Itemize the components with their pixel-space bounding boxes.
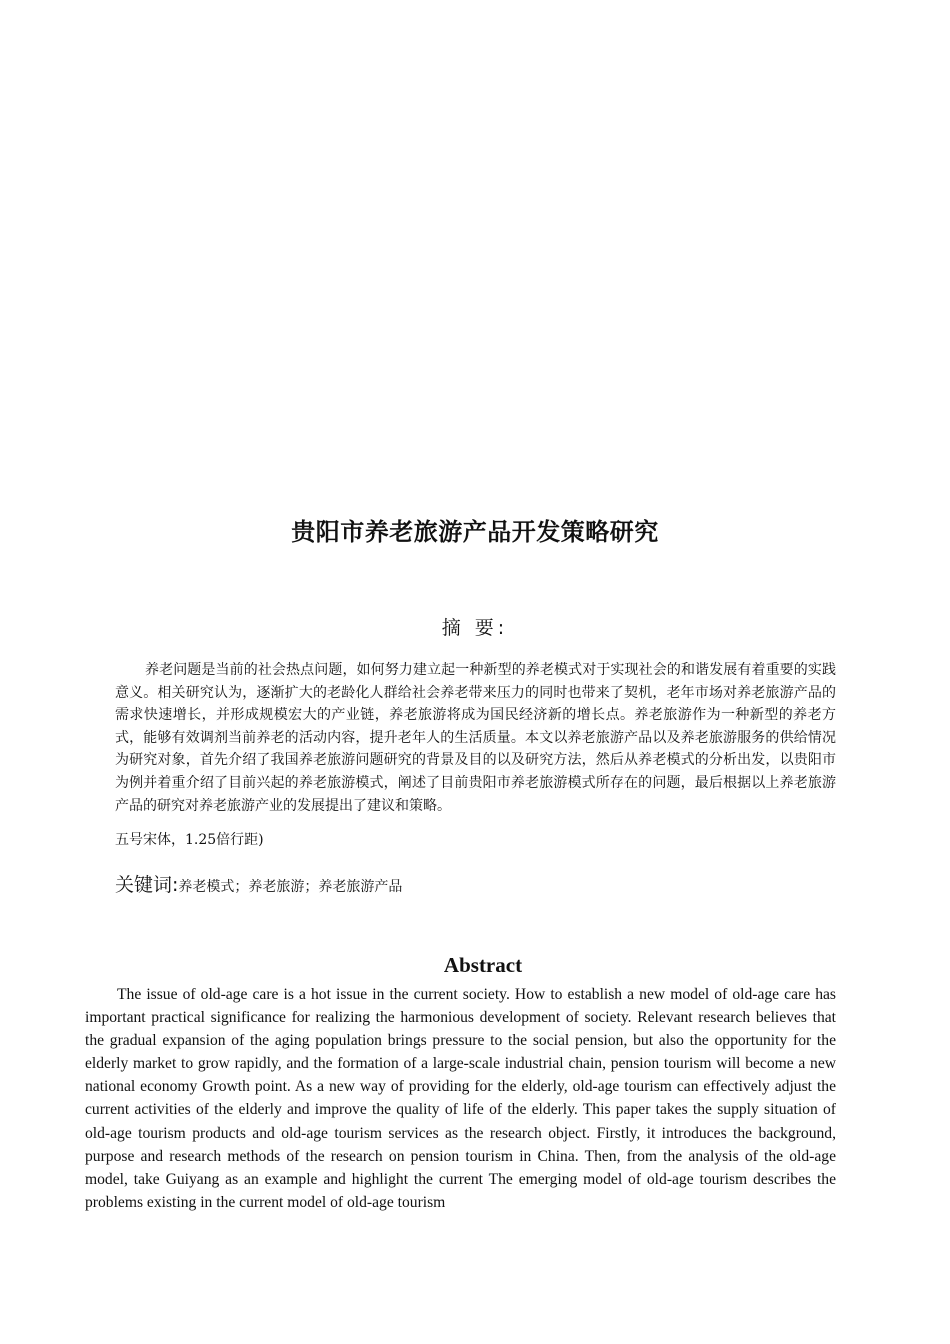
chinese-abstract-heading: 摘 要: bbox=[441, 617, 509, 639]
english-abstract-heading: Abstract bbox=[443, 953, 523, 977]
keywords-label: 关键词: bbox=[115, 874, 179, 896]
keywords-text: 养老模式；养老旅游；养老旅游产品 bbox=[178, 879, 403, 895]
keywords-line bbox=[115, 870, 835, 897]
document-title: 贵阳市养老旅游产品开发策略研究 bbox=[291, 518, 659, 546]
format-note: 五号宋体，1.25倍行距) bbox=[115, 832, 264, 848]
english-abstract-body: The issue of old-age care is a hot issue in the current society. How to establish a new model of old-age care has important practical significance for realizing the harmonious development of society. Relevant research believes that the gradual expansion of the aging population brings pressure to the social pension, but also the opportunity for the elderly market to grow rapidly, and the formation of a large-scale industrial chain, pension tourism will become a new national economy Growth point. As a new way of providing for the elderly, old-age tourism can effectively adjust the current activities of the elderly and improve the quality of life of the elderly. This paper takes the supply situation of old-age tourism products and old-age tourism services as the research object. Firstly, it introduces the background, purpose and research methods of the research on pension tourism in China. Then, from the analysis of the old-age model, take Guiyang as an example and highlight the current The emerging model of old-age tourism describes the problems existing in the current model of old-age tourism bbox=[85, 986, 836, 1211]
chinese-abstract-body: 养老问题是当前的社会热点问题，如何努力建立起一种新型的养老模式对于实现社会的和谐发展有着重要的实践意义。相关研究认为，逐渐扩大的老龄化人群给社会养老带来压力的同时也带来了契机，老年市场对养老旅游产品的需求快速增长，并形成规模宏大的产业链，养老旅游将成为国民经济新的增长点。养老旅游作为一种新型的养老方式，能够有效调剂当前养老的活动内容，提升老年人的生活质量。本文以养老旅游产品以及养老旅游服务的供给情况为研究对象，首先介绍了我国养老旅游问题研究的背景及目的以及研究方法，然后从养老模式的分析出发，以贵阳市为例并着重介绍了目前兴起的养老旅游模式，阐述了目前贵阳市养老旅游模式所存在的问题，最后根据以上养老旅游产品的研究对养老旅游产业的发展提出了建议和策略。 bbox=[115, 662, 836, 814]
